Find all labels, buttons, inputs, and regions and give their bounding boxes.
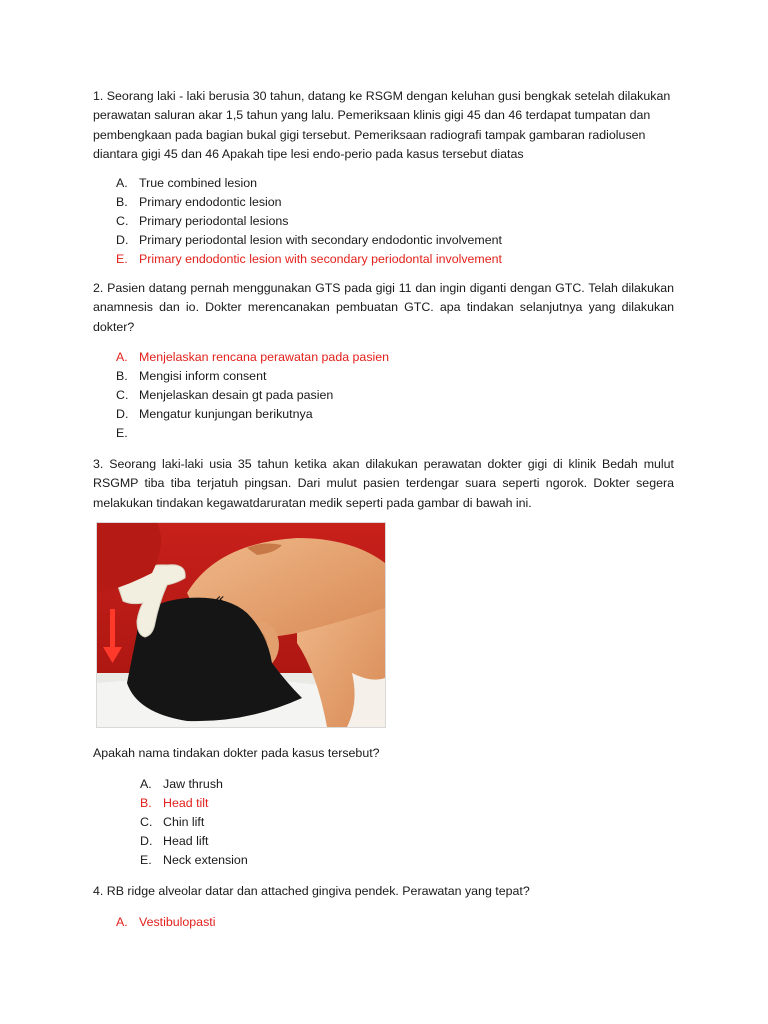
option-text: Neck extension	[163, 853, 248, 867]
option-label: A.	[140, 777, 152, 791]
option-text: Vestibulopasti	[139, 915, 216, 929]
option-text: Primary periodontal lesion with secondary endodontic involvement	[139, 233, 502, 247]
question-1-text: 1. Seorang laki - laki berusia 30 tahun, datang ke RSGM dengan keluhan gusi bengkak setelah dilakukan perawatan saluran akar 1,5 tahun yang lalu. Pemeriksaan klinis gigi 45 dan 46 terdapat tumpatan dan pembengkaan pada bagian bukal gigi tersebut. Pemeriksaan radiografi tampak gambaran radiolusen diantara gigi 45 dan 46 Apakah tipe lesi endo-perio pada kasus tersebut diatas	[93, 89, 671, 161]
option-label: C.	[116, 388, 129, 402]
option-text: Primary periodontal lesions	[139, 214, 289, 228]
option-text: Chin lift	[163, 815, 205, 829]
option-label: D.	[116, 407, 129, 421]
question-3-prompt: Apakah nama tindakan dokter pada kasus tersebut?	[93, 746, 380, 760]
option-text: Primary endodontic lesion	[139, 195, 282, 209]
option-text: Primary endodontic lesion with secondary periodontal involvement	[139, 252, 502, 266]
option-label: E.	[116, 252, 128, 266]
option-text: True combined lesion	[139, 176, 258, 190]
option-text: Head tilt	[163, 796, 209, 810]
question-3-text: 3. Seorang laki-laki usia 35 tahun ketika akan dilakukan perawatan dokter gigi di klinik Bedah mulut RSGMP tiba tiba terjatuh pingsan. Dari mulut pasien terdengar suara seperti ngorok. Dokter segera melakukan tindakan kegawatdaruratan medik seperti pada gambar di bawah ini.	[93, 457, 674, 510]
option-label: B.	[140, 796, 152, 810]
option-label: E.	[116, 426, 128, 440]
question-2-text: 2. Pasien datang pernah menggunakan GTS pada gigi 11 dan ingin diganti dengan GTC. Telah dilakukan anamnesis dan io. Dokter merencanakan pembuatan GTC. apa tindakan selanjutnya yang dilakukan dokter?	[93, 281, 674, 334]
image-marker: «	[215, 589, 225, 608]
question-4-text: 4. RB ridge alveolar datar dan attached gingiva pendek. Perawatan yang tepat?	[93, 884, 530, 898]
option-text: Head lift	[163, 834, 209, 848]
option-label: D.	[140, 834, 153, 848]
head-tilt-illustration	[97, 523, 385, 727]
option-label: E.	[140, 853, 152, 867]
option-label: A.	[116, 915, 128, 929]
head-tilt-photo	[96, 522, 386, 728]
option-text: Menjelaskan rencana perawatan pada pasien	[139, 350, 390, 364]
option-label: B.	[116, 369, 128, 383]
option-text: Menjelaskan desain gt pada pasien	[139, 388, 334, 402]
option-label: A.	[116, 176, 128, 190]
option-text: Mengatur kunjungan berikutnya	[139, 407, 313, 421]
option-label: C.	[140, 815, 153, 829]
option-label: C.	[116, 214, 129, 228]
option-text: Mengisi inform consent	[139, 369, 267, 383]
option-label: A.	[116, 350, 128, 364]
option-label: B.	[116, 195, 128, 209]
option-text: Jaw thrush	[163, 777, 223, 791]
option-label: D.	[116, 233, 129, 247]
